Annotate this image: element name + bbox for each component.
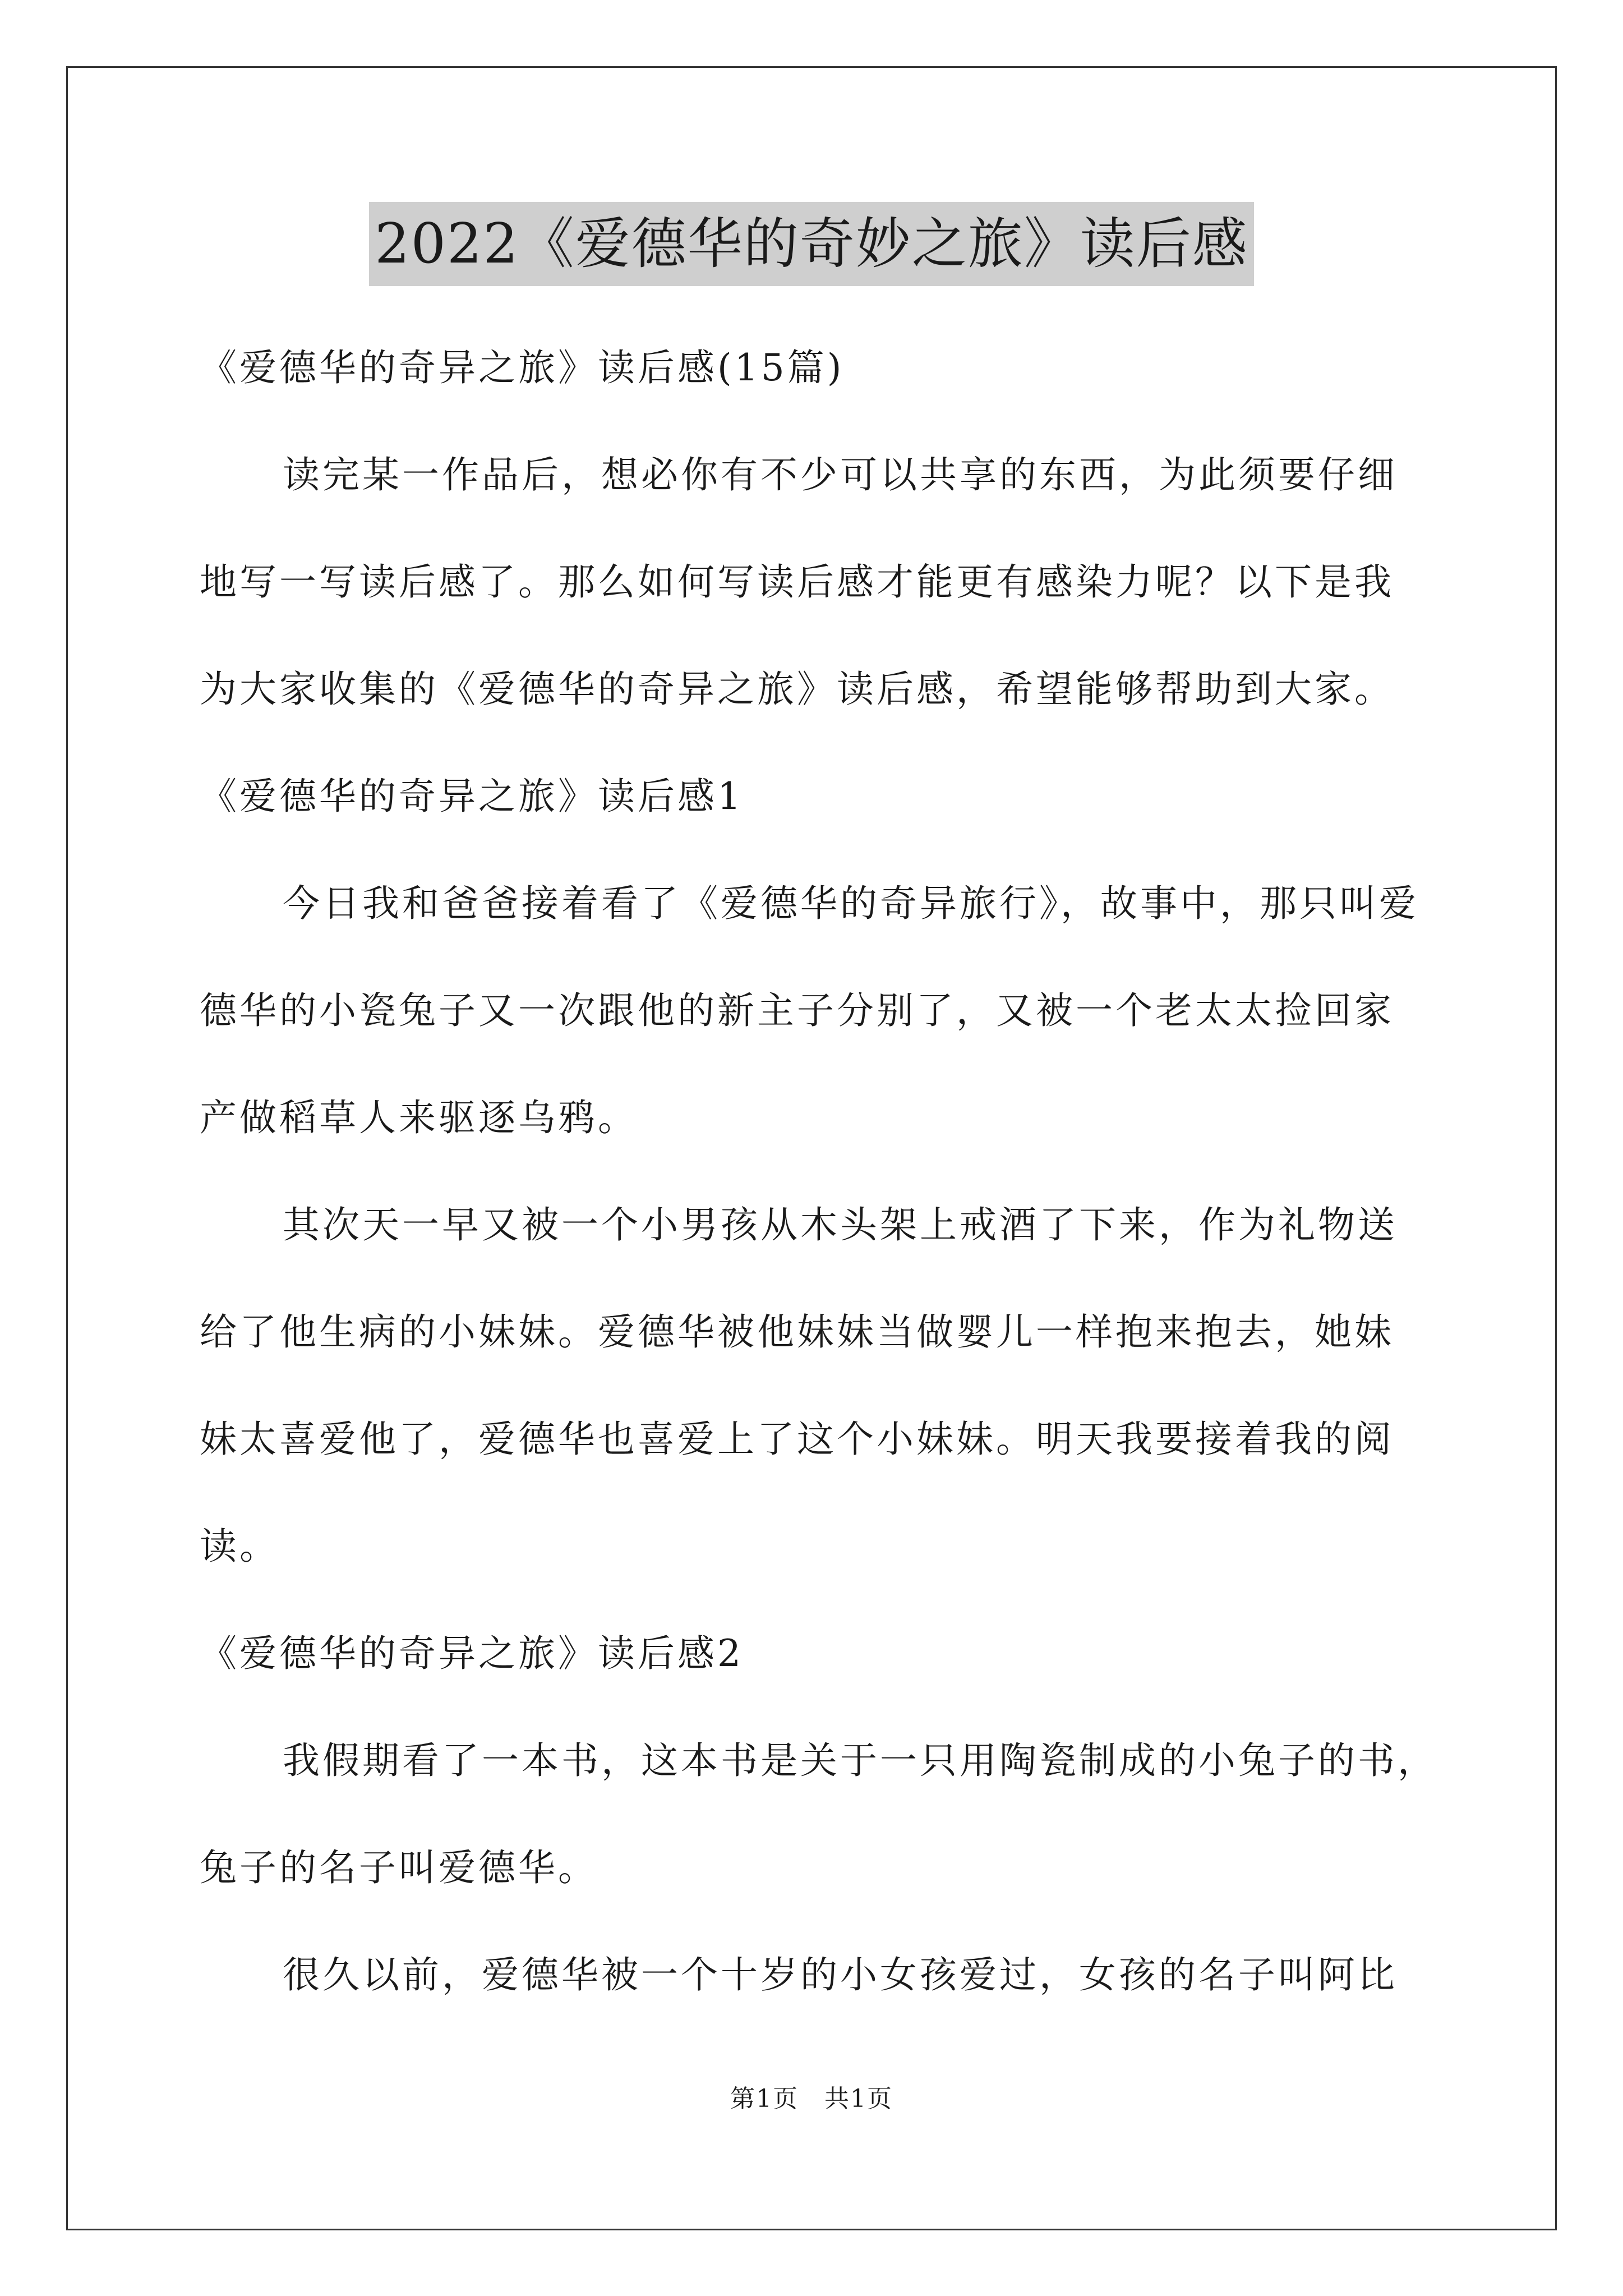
text-line: 妹太喜爱他了，爱德华也喜爱上了这个小妹妹。明天我要接着我的阅 <box>200 1418 1394 1461</box>
text-line: 《爱德华的奇异之旅》读后感(15篇) <box>200 346 845 389</box>
text-line: 德华的小瓷兔子又一次跟他的新主子分别了，又被一个老太太捡回家 <box>200 989 1394 1032</box>
document-body <box>200 314 1461 2028</box>
text-line: 读。 <box>200 1525 279 1568</box>
text-line: 地写一写读后感了。那么如何写读后感才能更有感染力呢？以下是我 <box>200 560 1394 604</box>
document-title: 2022《爱德华的奇妙之旅》读后感 <box>369 202 1253 286</box>
text-line: 产做稻草人来驱逐乌鸦。 <box>200 1096 638 1139</box>
text-line: 兔子的名子叫爱德华。 <box>200 1846 598 1889</box>
text-line: 我假期看了一本书，这本书是关于一只用陶瓷制成的小兔子的书， <box>283 1739 1437 1782</box>
text-line: 读完某一作品后，想必你有不少可以共享的东西，为此须要仔细 <box>283 453 1398 496</box>
text-line: 今日我和爸爸接着看了《爱德华的奇异旅行》，故事中，那只叫爱 <box>283 882 1419 925</box>
page-footer: 第1页 共1页 <box>730 2085 893 2113</box>
text-line: 给了他生病的小妹妹。爱德华被他妹妹当做婴儿一样抱来抱去，她妹 <box>200 1310 1394 1354</box>
text-line: 很久以前，爱德华被一个十岁的小女孩爱过，女孩的名子叫阿比 <box>283 1953 1398 1996</box>
text-line: 《爱德华的奇异之旅》读后感1 <box>200 775 744 818</box>
text-line: 《爱德华的奇异之旅》读后感2 <box>200 1632 744 1675</box>
title-container <box>0 202 1623 286</box>
text-line: 为大家收集的《爱德华的奇异之旅》读后感，希望能够帮助到大家。 <box>200 668 1394 711</box>
text-line: 其次天一早又被一个小男孩从木头架上戒酒了下来，作为礼物送 <box>283 1203 1398 1246</box>
